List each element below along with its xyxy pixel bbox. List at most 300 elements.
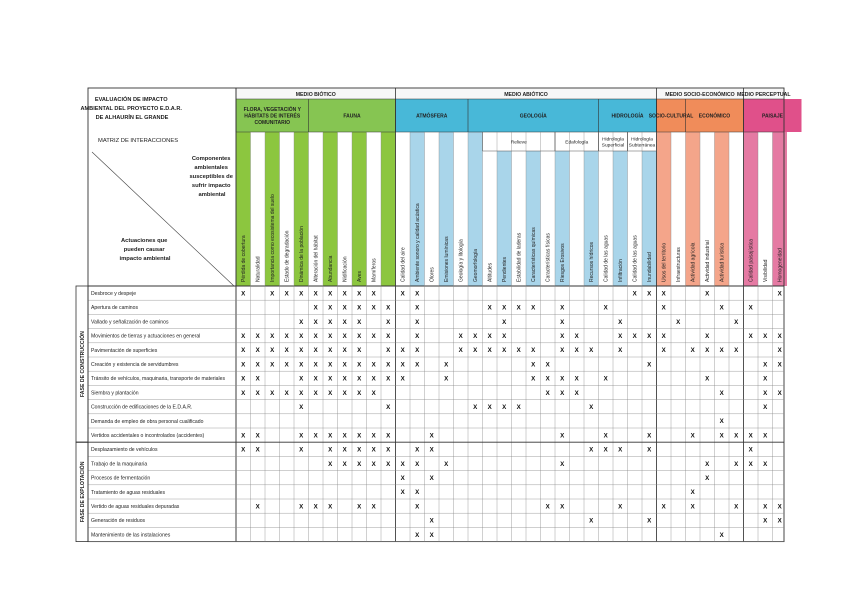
interaction-mark: X (487, 304, 492, 312)
column-label: Infraestructuras (676, 247, 683, 282)
interaction-mark: X (255, 389, 260, 397)
interaction-mark: X (371, 361, 376, 369)
column-label: Calidad del aire (400, 247, 407, 282)
column-label: Calidad paisajística (748, 238, 755, 282)
interaction-mark: X (734, 318, 739, 326)
interaction-mark: X (299, 432, 304, 440)
interaction-mark: X (763, 389, 768, 397)
group-label: MEDIO SOCIO-ECONÓMICO (665, 92, 735, 98)
interaction-mark: X (415, 347, 420, 355)
phase-label: FASE DE CONSTRUCCIÓN (80, 331, 86, 398)
interaction-mark: X (574, 333, 579, 340)
interaction-mark: X (241, 446, 246, 454)
interaction-mark: X (386, 318, 391, 326)
column-label: Usos del territorio (661, 242, 668, 282)
column-label: Riesgos Erosivos (560, 243, 567, 282)
interaction-mark: X (299, 347, 304, 355)
interaction-mark: X (357, 375, 362, 383)
interaction-mark: X (429, 432, 434, 440)
row-label: Creación y existencia de servidumbres (91, 362, 179, 368)
interaction-mark: X (357, 347, 362, 355)
interaction-mark: X (777, 290, 782, 298)
interaction-mark: X (574, 389, 579, 397)
row-label: Construcción de edificaciones de la E.D.A.R. (91, 404, 193, 411)
interaction-mark: X (313, 375, 318, 383)
interaction-mark: X (313, 304, 318, 312)
interaction-mark: X (589, 517, 594, 525)
interaction-mark: X (777, 503, 782, 511)
column-label: Importancia como ecosistema del suelo (270, 194, 277, 282)
interaction-mark: X (429, 475, 434, 482)
interaction-mark: X (719, 418, 724, 426)
interaction-mark: X (400, 375, 405, 383)
column-label: Calidad de las aguas (603, 235, 610, 282)
group-label: MEDIO PERCEPTUAL (736, 92, 791, 98)
interaction-mark: X (719, 389, 724, 397)
interaction-mark: X (357, 361, 362, 369)
interaction-mark: X (545, 375, 550, 383)
interaction-mark: X (734, 347, 739, 355)
interaction-mark: X (299, 318, 304, 326)
interaction-mark: X (531, 361, 536, 369)
interaction-mark: X (241, 432, 246, 440)
interaction-mark: X (705, 460, 710, 468)
interaction-mark: X (444, 460, 449, 468)
interaction-mark: X (661, 503, 666, 511)
interaction-mark: X (328, 304, 333, 312)
interaction-mark: X (386, 333, 391, 340)
column-label: Nidificación (342, 256, 349, 282)
interaction-mark: X (444, 375, 449, 383)
interaction-mark: X (748, 304, 753, 312)
column-label: Naturalidad (255, 256, 262, 282)
interaction-mark: X (299, 375, 304, 383)
interaction-mark: X (299, 290, 304, 298)
interaction-mark: X (255, 503, 260, 511)
interaction-mark: X (400, 290, 405, 298)
interaction-mark: X (777, 347, 782, 355)
interaction-mark: X (560, 460, 565, 468)
interaction-mark: X (516, 404, 521, 411)
interaction-mark: X (299, 361, 304, 369)
column-label: Homogeneidad (777, 248, 784, 282)
matrix-title: EVALUACIÓN DE IMPACTO AMBIENTAL DEL PROYECTO E.D.A.R. DE ALHAURÍN EL GRANDE (80, 97, 182, 121)
interaction-mark: X (589, 347, 594, 355)
row-label: Trabajo de la maquinaria (91, 461, 148, 468)
interaction-mark: X (458, 333, 463, 340)
matrix-label: MATRIZ DE INTERACCIONES (98, 138, 179, 144)
interaction-mark: X (313, 333, 318, 340)
interaction-mark: X (603, 375, 608, 383)
interaction-mark: X (371, 446, 376, 454)
interaction-mark: X (763, 333, 768, 340)
interaction-mark: X (763, 460, 768, 468)
interaction-mark: X (328, 375, 333, 383)
column-label: Infiltración (618, 259, 625, 282)
interaction-mark: X (284, 347, 289, 355)
interaction-mark: X (313, 432, 318, 440)
interaction-mark: X (560, 304, 565, 312)
subgroup-label: HIDROLOGÍA (611, 113, 644, 120)
interaction-mark: X (777, 361, 782, 369)
subsubgroup-label: Relieve (510, 140, 527, 146)
interaction-mark: X (255, 375, 260, 383)
group-label: MEDIO ABIÓTICO (504, 92, 548, 98)
interaction-mark: X (618, 347, 623, 355)
interaction-mark: X (545, 503, 550, 511)
interaction-mark: X (255, 347, 260, 355)
interaction-mark: X (560, 375, 565, 383)
interaction-mark: X (531, 375, 536, 383)
interaction-mark: X (748, 460, 753, 468)
interaction-mark: X (589, 446, 594, 454)
interaction-mark: X (270, 361, 275, 369)
interaction-mark: X (748, 432, 753, 440)
column-label: Actividad turística (719, 242, 726, 282)
column-label: Mamíferos (371, 258, 378, 282)
interaction-mark: X (313, 361, 318, 369)
interaction-mark: X (328, 503, 333, 511)
row-label: Vertidos accidentales o incontrolados (accidentes) (91, 433, 205, 439)
interaction-mark: X (415, 489, 420, 497)
column-label: Aves (357, 270, 364, 282)
interaction-mark: X (763, 375, 768, 383)
interaction-mark: X (371, 304, 376, 312)
row-label: Vallado y señalización de caminos (91, 319, 169, 326)
interaction-mark: X (719, 347, 724, 355)
interaction-mark: X (415, 290, 420, 298)
interaction-mark: X (357, 460, 362, 468)
interaction-mark: X (371, 389, 376, 397)
interaction-mark: X (328, 333, 333, 340)
column-fill (381, 132, 396, 286)
interaction-mark: X (647, 517, 652, 525)
interaction-mark: X (473, 333, 478, 340)
interaction-mark: X (255, 432, 260, 440)
interaction-mark: X (328, 432, 333, 440)
interaction-mark: X (270, 290, 275, 298)
interaction-mark: X (299, 333, 304, 340)
interaction-mark: X (386, 446, 391, 454)
interaction-mark: X (690, 503, 695, 511)
interaction-mark: X (473, 347, 478, 355)
interaction-mark: X (705, 375, 710, 383)
interaction-mark: X (647, 446, 652, 454)
interaction-mark: X (400, 347, 405, 355)
row-label: Pavimentación de superficies (91, 347, 158, 354)
interaction-mark: X (560, 318, 565, 326)
interaction-mark: X (313, 503, 318, 511)
interaction-mark: X (371, 432, 376, 440)
interaction-mark: X (574, 347, 579, 355)
column-label: Abundancia (328, 255, 335, 282)
row-label: Apertura de caminos (91, 305, 139, 312)
interaction-mark: X (342, 460, 347, 468)
interaction-mark: X (241, 347, 246, 355)
interaction-mark: X (516, 347, 521, 355)
interaction-mark: X (429, 446, 434, 454)
interaction-mark: X (705, 333, 710, 340)
interaction-mark: X (734, 460, 739, 468)
interaction-mark: X (313, 290, 318, 298)
interaction-mark: X (531, 304, 536, 312)
interaction-mark: X (560, 333, 565, 340)
interaction-mark: X (342, 361, 347, 369)
interaction-mark: X (560, 503, 565, 511)
interaction-mark: X (603, 446, 608, 454)
subgroup-label: SOCIO-CULTURAL (648, 113, 694, 120)
interaction-mark: X (763, 404, 768, 411)
interaction-mark: X (342, 318, 347, 326)
interaction-mark: X (328, 389, 333, 397)
column-label: Geomorfología (473, 248, 480, 282)
interaction-mark: X (255, 333, 260, 340)
interaction-mark: X (284, 290, 289, 298)
interaction-mark: X (690, 347, 695, 355)
interaction-mark: X (400, 460, 405, 468)
subsubgroup-label: Hidrología Subterránea (628, 137, 656, 149)
interaction-mark: X (560, 389, 565, 397)
interaction-mark: X (371, 333, 376, 340)
row-label: Generación de residuos (91, 518, 146, 525)
interaction-mark: X (313, 318, 318, 326)
column-label: Olores (429, 267, 436, 282)
subgroup-label: PAISAJE (761, 113, 784, 120)
interaction-mark: X (371, 460, 376, 468)
interaction-mark: X (545, 361, 550, 369)
column-label: Recursos hídricos (589, 241, 596, 282)
column-label: Altitudes (487, 262, 494, 282)
column-fill (352, 132, 367, 286)
interaction-mark: X (241, 333, 246, 340)
interaction-mark: X (487, 333, 492, 340)
interaction-mark: X (415, 318, 420, 326)
interaction-mark: X (763, 503, 768, 511)
interaction-mark: X (299, 404, 304, 411)
interaction-mark: X (342, 304, 347, 312)
interaction-mark: X (647, 290, 652, 298)
row-label: Vertido de aguas residuales depuradas (91, 504, 180, 510)
interaction-mark: X (357, 304, 362, 312)
interaction-mark: X (487, 404, 492, 411)
interaction-mark: X (415, 531, 420, 539)
interaction-mark: X (647, 333, 652, 340)
components-label: Componentes ambientales susceptibles de sufrir impacto ambiental (189, 156, 233, 198)
subgroup-label: GEOLOGÍA (519, 113, 547, 120)
interaction-mark: X (342, 290, 347, 298)
column-label: Calidad de las aguas (632, 235, 639, 282)
column-label: Geología y litología (458, 239, 465, 282)
interaction-mark: X (386, 361, 391, 369)
interaction-mark: X (618, 446, 623, 454)
interaction-mark: X (632, 333, 637, 340)
interaction-mark: X (270, 333, 275, 340)
interaction-mark: X (415, 304, 420, 312)
interaction-mark: X (473, 404, 478, 411)
interaction-mark: X (371, 503, 376, 511)
interaction-mark: X (284, 361, 289, 369)
column-label: Actividad industrial (705, 240, 712, 282)
interaction-mark: X (357, 318, 362, 326)
interaction-mark: X (328, 460, 333, 468)
interaction-mark: X (386, 304, 391, 312)
row-label: Desbroce y despeje (91, 291, 137, 297)
column-label: Alteración del hábitat (313, 235, 320, 282)
column-label: Emisiones lumínicas (444, 236, 451, 282)
column-label: Ambiente sonoro y calidad acústica (415, 203, 422, 282)
interaction-mark: X (299, 503, 304, 511)
interaction-mark: X (299, 446, 304, 454)
interaction-mark: X (400, 489, 405, 497)
interaction-mark: X (719, 531, 724, 539)
interaction-mark: X (342, 375, 347, 383)
interaction-mark: X (313, 389, 318, 397)
interaction-mark: X (284, 389, 289, 397)
interaction-mark: X (400, 475, 405, 482)
interaction-mark: X (342, 446, 347, 454)
column-label: Actividad agrícola (690, 242, 697, 282)
interaction-mark: X (734, 432, 739, 440)
column-label: Pérdida de cobertura (241, 235, 248, 282)
interaction-mark: X (429, 517, 434, 525)
interaction-mark: X (632, 290, 637, 298)
interaction-mark: X (415, 333, 420, 340)
interaction-mark: X (371, 290, 376, 298)
interaction-mark: X (502, 333, 507, 340)
interaction-mark: X (342, 333, 347, 340)
subgroup-label: FLORA, VEGETACIÓN Y HÁBITATS DE INTERÉS COMUNITARIO (243, 106, 301, 126)
interaction-mark: X (690, 489, 695, 497)
subgroup-label: ATMÓSFERA (416, 113, 448, 120)
interaction-mark: X (618, 318, 623, 326)
interaction-mark: X (371, 375, 376, 383)
interaction-mark: X (357, 446, 362, 454)
interaction-mark: X (328, 347, 333, 355)
interaction-mark: X (603, 432, 608, 440)
column-label: Pendientes (502, 256, 509, 282)
column-label: Estabilidad de laderas (516, 232, 523, 282)
interaction-mark: X (386, 460, 391, 468)
interaction-mark: X (241, 290, 246, 298)
interaction-mark: X (705, 290, 710, 298)
interaction-mark: X (444, 361, 449, 369)
interaction-mark: X (342, 432, 347, 440)
interaction-mark: X (400, 361, 405, 369)
interaction-mark: X (734, 503, 739, 511)
interaction-mark: X (560, 432, 565, 440)
column-label: Características químicas (531, 227, 538, 282)
interaction-mark: X (328, 290, 333, 298)
column-label: Estado de degradación (284, 230, 291, 282)
interaction-mark: X (255, 446, 260, 454)
row-label: Tratamiento de aguas residuales (91, 489, 165, 496)
subgroup-label: ECONÓMICO (698, 113, 731, 120)
interaction-mark: X (545, 389, 550, 397)
phase-label: FASE DE EXPLOTACIÓN (80, 461, 86, 523)
interaction-mark: X (777, 517, 782, 525)
interaction-mark: X (647, 361, 652, 369)
interaction-mark: X (719, 304, 724, 312)
interaction-mark: X (661, 304, 666, 312)
interaction-mark: X (415, 460, 420, 468)
interaction-mark: X (661, 333, 666, 340)
interaction-mark: X (589, 404, 594, 411)
interaction-mark: X (313, 347, 318, 355)
row-label: Demanda de empleo de obra personal cualificado (91, 418, 204, 425)
interaction-mark: X (748, 446, 753, 454)
row-label: Desplazamiento de vehículos (91, 447, 158, 454)
interaction-mark: X (603, 304, 608, 312)
interaction-mark: X (763, 432, 768, 440)
actions-label: Actuaciones que pueden causar impacto ambiental (119, 238, 171, 262)
interaction-mark: X (690, 432, 695, 440)
column-label: Características físicas (545, 233, 552, 282)
interaction-mark: X (357, 290, 362, 298)
interaction-mark: X (328, 361, 333, 369)
interaction-mark: X (328, 446, 333, 454)
interaction-mark: X (502, 318, 507, 326)
interaction-mark: X (531, 347, 536, 355)
interaction-mark: X (661, 347, 666, 355)
interaction-mark: X (777, 333, 782, 340)
row-label: Movimientos de tierras y actuaciones en general (91, 333, 201, 340)
interaction-mark: X (255, 361, 260, 369)
interaction-mark: X (357, 389, 362, 397)
interaction-mark: X (270, 389, 275, 397)
interaction-mark: X (270, 347, 275, 355)
interaction-mark: X (415, 361, 420, 369)
interaction-mark: X (661, 290, 666, 298)
interaction-mark: X (357, 333, 362, 340)
interaction-mark: X (574, 375, 579, 383)
row-label: Siembra y plantación (91, 390, 139, 397)
interaction-mark: X (763, 361, 768, 369)
interaction-mark: X (386, 432, 391, 440)
interaction-mark: X (516, 304, 521, 312)
interaction-mark: X (618, 333, 623, 340)
interaction-mark: X (357, 503, 362, 511)
interaction-mark: X (719, 432, 724, 440)
interaction-mark: X (502, 404, 507, 411)
interaction-mark: X (429, 531, 434, 539)
interaction-mark: X (386, 404, 391, 411)
row-label: Tránsito de vehículos, maquinaria, transporte de materiales (91, 376, 226, 383)
group-label: MEDIO BIÓTICO (295, 92, 336, 98)
interaction-mark: X (618, 503, 623, 511)
interaction-mark: X (342, 347, 347, 355)
interaction-mark: X (676, 318, 681, 326)
interaction-mark: X (241, 375, 246, 383)
column-label: Inundabilidad (647, 252, 654, 282)
interaction-mark: X (560, 347, 565, 355)
interaction-mark: X (415, 503, 420, 511)
interaction-mark: X (241, 389, 246, 397)
interaction-mark: X (777, 389, 782, 397)
interaction-mark: X (299, 389, 304, 397)
row-label: Mantenimiento de las instalaciones (91, 532, 171, 539)
interaction-mark: X (386, 375, 391, 383)
interaction-mark: X (284, 333, 289, 340)
column-label: Visibilidad (763, 259, 770, 282)
interaction-mark: X (705, 347, 710, 355)
interaction-mark: X (386, 347, 391, 355)
interaction-mark: X (328, 318, 333, 326)
row-label: Procesos de fermentación (91, 475, 151, 482)
interaction-mark: X (502, 347, 507, 355)
interaction-mark: X (748, 333, 753, 340)
interaction-mark: X (487, 347, 492, 355)
interaction-mark: X (458, 347, 463, 355)
